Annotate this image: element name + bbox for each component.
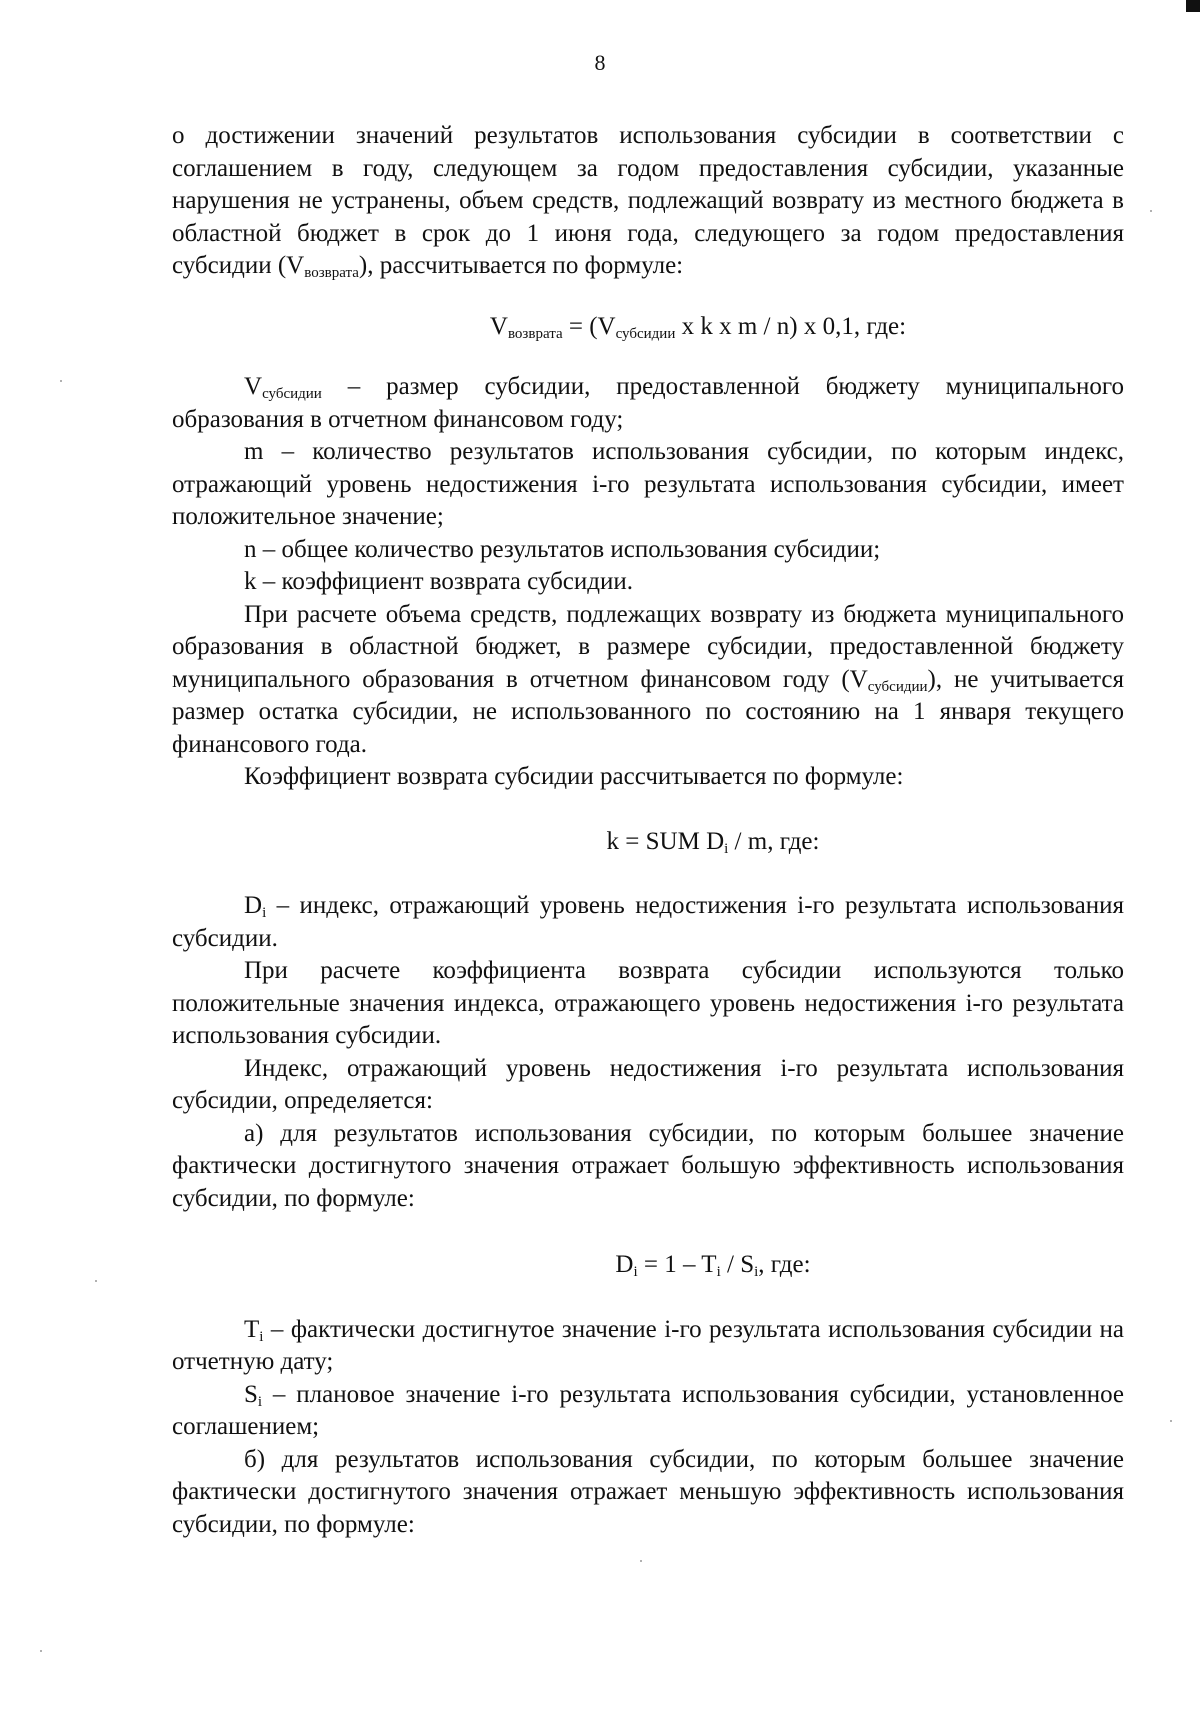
paragraph-case-a: а) для результатов использования субсидии, по которым большее значение фактически достигнутого значения отражает большую эффективность использования субсидии, по формуле: — [172, 1119, 1124, 1212]
scan-speck — [60, 380, 62, 382]
document-body — [172, 120, 1124, 1541]
scan-speck — [1170, 1420, 1172, 1422]
definition-v-subsidy: $V_{субсидии}$ – размер субсидии, предоставленной бюджету муниципального образования в отчетном финансовом году; — [172, 373, 1124, 433]
scan-corner-mark — [1186, 0, 1200, 12]
definition-t: $T_i$ – фактически достигнутое значение i-го результата использования субсидии на отчетную дату; — [172, 1315, 1124, 1375]
paragraph-return-conditions: о достижении значений результатов использования субсидии в соответствии с соглашением в году, следующем за годом предоставления субсидии, указанные нарушения не устранены, объем средств, подлежащий возврату из местного бюджета в областной бюджет в срок до 1 июня года, следующего за годом предоставления субсидии $(V_{возврата})$, рассчитывается по формуле: — [172, 122, 1124, 281]
paragraph-calculation: При расчете объема средств, подлежащих возврату из бюджета муниципального образования в областной бюджет, в размере субсидии, предоставленной бюджету муниципального образования в отчетном финансовом году $(V_{субсидии})$, не учитывается размер остатка субсидии, не использованного по состоянию на 1 января текущего финансового года. — [172, 600, 1124, 758]
scan-speck — [640, 1560, 642, 1562]
scan-speck — [1150, 210, 1152, 212]
definition-n: n – общее количество результатов использования субсидии; — [244, 535, 881, 563]
paragraph-case-b: б) для результатов использования субсидии, по которым большее значение фактически достигнутого значения отражает меньшую эффективность использования субсидии, по формуле: — [172, 1445, 1124, 1538]
formula-index-a: $D_i = 1 - T_i / S_i$, где: — [615, 1251, 811, 1280]
definition-k: k – коэффициент возврата субсидии. — [244, 568, 634, 595]
paragraph-positive-values: При расчете коэффициента возврата субсидии используются только положительные значения индекса, отражающего уровень недостижения i-го результата использования субсидии. — [172, 957, 1124, 1049]
definition-d: $D_i$ – индекс, отражающий уровень недостижения i-го результата использования субсидии. — [172, 892, 1124, 952]
formula-return-volume: $V_{возврата} = (V_{субсидии}$ x k x m / n) x 0,1, где: — [489, 312, 907, 342]
paragraph-index-definition: Индекс, отражающий уровень недостижения i-го результата использования субсидии, определяется: — [172, 1054, 1124, 1114]
formula-coefficient: k = SUM $D_i$ / m, где: — [606, 827, 820, 857]
scan-speck — [95, 1280, 97, 1282]
definition-s: $S_i$ – плановое значение i-го результата использования субсидии, установленное соглашением; — [172, 1380, 1124, 1440]
paragraph-coefficient-intro: Коэффициент возврата субсидии рассчитывается по формуле: — [244, 763, 904, 790]
definition-m: m – количество результатов использования субсидии, по которым индекс, отражающий уровень недостижения i-го результата использования субсидии, имеет положительное значение; — [172, 438, 1124, 530]
page-number: 8 — [594, 50, 606, 75]
scan-speck — [40, 1650, 42, 1652]
